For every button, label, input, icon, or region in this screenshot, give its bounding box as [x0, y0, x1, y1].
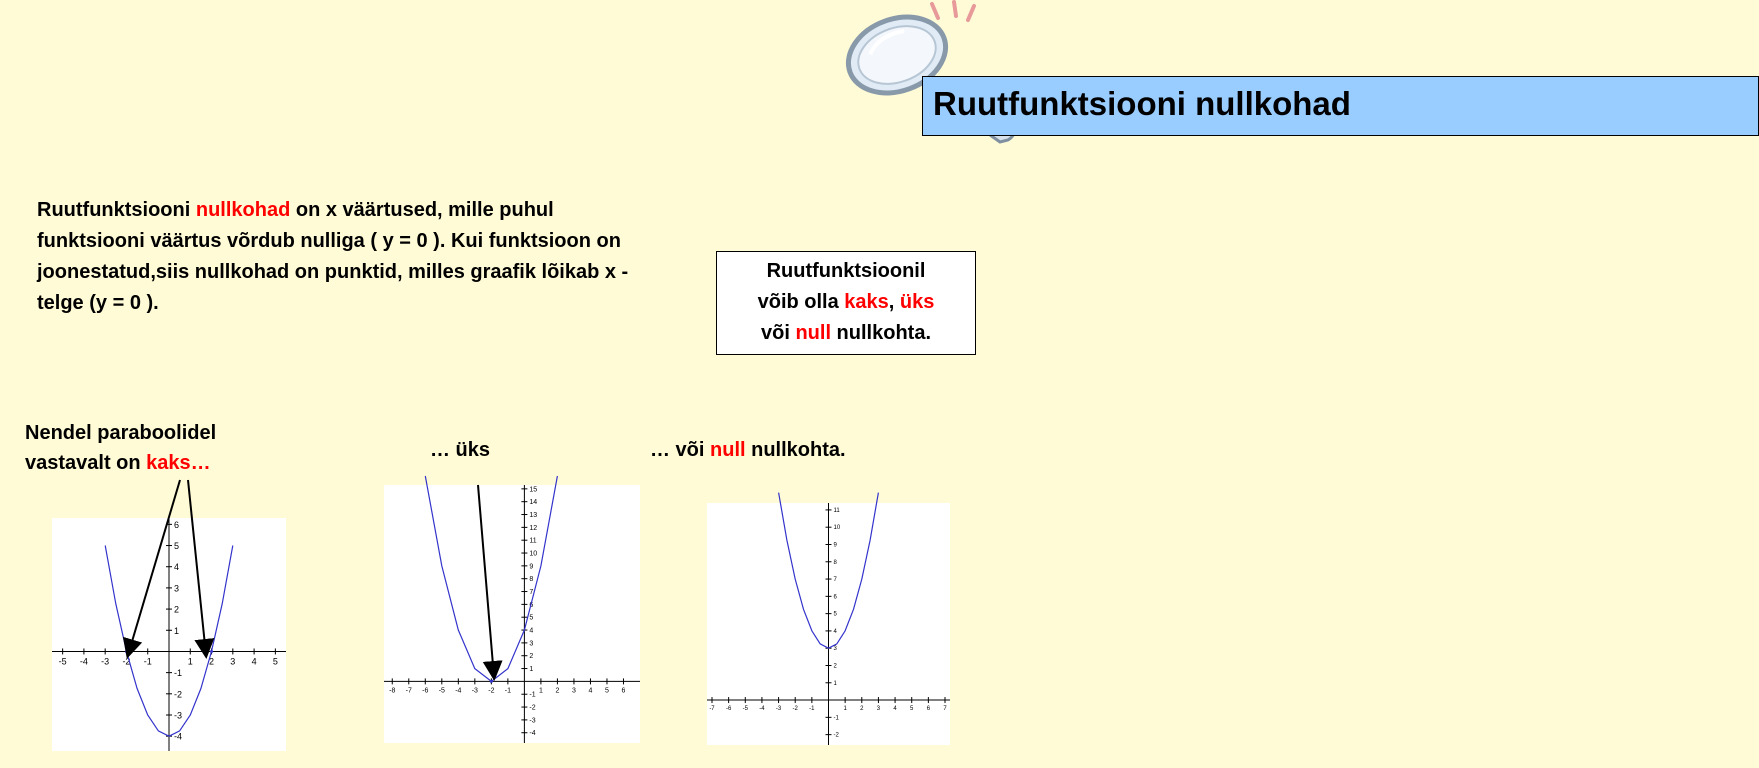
y-tick-label: -1: [833, 715, 839, 722]
y-tick-label: 5: [833, 611, 837, 618]
x-tick-label: -3: [471, 687, 478, 695]
x-tick-label: 3: [571, 687, 576, 695]
x-tick-label: 2: [555, 687, 560, 695]
slide-title: Ruutfunktsiooni nullkohad: [933, 85, 1351, 122]
y-tick-label: 6: [529, 601, 534, 609]
label-two-text: vastavalt on: [25, 452, 147, 474]
x-tick-label: 1: [187, 656, 193, 667]
label-one-zero: … üks: [430, 439, 491, 461]
x-tick-label: 6: [621, 687, 626, 695]
x-tick-label: 2: [860, 706, 864, 713]
x-tick-label: 1: [843, 706, 847, 713]
x-tick-label: 3: [876, 706, 881, 713]
y-tick-label: -2: [529, 704, 536, 712]
side-null: null: [795, 322, 831, 344]
side-comma: ,: [888, 291, 900, 313]
y-tick-label: -1: [174, 668, 183, 679]
y-tick-label: 8: [529, 576, 534, 584]
y-tick-label: 3: [833, 646, 837, 653]
y-tick-label: 12: [529, 524, 538, 532]
side-line-3a: või: [761, 322, 796, 344]
definition-text-2: on x väärtused, mille puhul funktsiooni väärtus võrdub nulliga ( y = 0 ).: [37, 199, 554, 252]
y-tick-label: 2: [529, 653, 534, 661]
label-two-line-1: Nendel paraboolidel: [25, 422, 217, 444]
definition-text-1: Ruutfunktsiooni: [37, 199, 196, 221]
side-kaks: kaks: [844, 291, 889, 313]
x-tick-label: -7: [405, 687, 412, 695]
arrow-to-left-zero: [128, 480, 180, 655]
y-tick-label: 7: [529, 589, 534, 597]
label-zero-text-b: nullkohta.: [745, 439, 846, 461]
side-uks: üks: [899, 291, 935, 313]
y-tick-label: 13: [529, 512, 538, 520]
y-tick-label: 3: [174, 583, 180, 594]
y-tick-label: 1: [174, 625, 180, 636]
side-line-3b: nullkohta.: [831, 322, 931, 344]
x-tick-label: -5: [58, 656, 67, 667]
arrow-to-right-zero: [188, 480, 206, 655]
y-tick-label: 6: [833, 594, 837, 601]
y-tick-label: 10: [529, 550, 538, 558]
y-tick-label: 5: [529, 614, 534, 622]
x-tick-label: -7: [709, 706, 715, 713]
x-tick-label: 2: [209, 656, 215, 667]
y-tick-label: 11: [833, 507, 840, 514]
x-tick-label: 5: [272, 656, 278, 667]
x-tick-label: -1: [504, 687, 511, 695]
label-zero-text-a: … või: [650, 439, 711, 461]
x-tick-label: -3: [775, 706, 782, 713]
y-tick-label: -1: [529, 691, 536, 699]
x-tick-label: 4: [251, 656, 257, 667]
y-tick-label: 7: [833, 577, 837, 584]
x-tick-label: -4: [79, 656, 88, 667]
y-tick-label: 11: [529, 537, 537, 545]
x-tick-label: 5: [910, 706, 914, 713]
x-tick-label: 1: [538, 687, 543, 695]
definition-text-3: Kui funktsioon on joonestatud,siis nullkohad on punktid, milles graafik lõikab x -telge (y = 0 ).: [37, 230, 629, 314]
y-tick-label: 9: [529, 563, 534, 571]
y-tick-label: 4: [174, 562, 180, 573]
x-tick-label: -2: [792, 706, 798, 713]
x-tick-label: 3: [230, 656, 236, 667]
y-tick-label: 8: [833, 559, 837, 566]
y-tick-label: -4: [529, 730, 536, 738]
y-tick-label: 14: [529, 499, 538, 507]
slide-title-box: [922, 76, 1759, 136]
y-tick-label: -2: [174, 689, 183, 700]
y-tick-label: -4: [174, 731, 183, 742]
y-tick-label: 6: [174, 519, 180, 530]
x-tick-label: -1: [143, 656, 152, 667]
x-tick-label: 7: [943, 706, 947, 713]
x-tick-label: -1: [809, 706, 815, 713]
y-tick-label: 5: [174, 541, 180, 552]
x-tick-label: -2: [122, 656, 131, 667]
x-tick-label: 4: [588, 687, 593, 695]
arrow-to-vertex: [478, 485, 494, 677]
x-tick-label: -6: [725, 706, 732, 713]
x-tick-label: -4: [759, 706, 765, 713]
y-tick-label: 4: [833, 628, 837, 635]
label-zero-red: null: [710, 439, 746, 461]
y-tick-label: -3: [174, 710, 183, 721]
y-tick-label: -3: [529, 717, 536, 725]
definition-nullkohad: nullkohad: [195, 199, 291, 221]
x-tick-label: -6: [422, 687, 429, 695]
x-tick-label: 5: [605, 687, 609, 695]
x-tick-label: -5: [742, 706, 748, 713]
side-line-1: Ruutfunktsioonil: [766, 260, 926, 282]
x-tick-label: -2: [488, 687, 495, 695]
y-tick-label: -2: [833, 732, 839, 739]
y-tick-label: 15: [529, 486, 538, 494]
x-tick-label: -8: [389, 687, 396, 695]
x-tick-label: -4: [455, 687, 462, 695]
side-line-2-text: võib olla: [757, 291, 845, 313]
y-tick-label: 2: [174, 604, 180, 615]
label-two-red: kaks…: [146, 452, 211, 474]
y-tick-label: 2: [833, 663, 837, 670]
y-tick-label: 9: [833, 542, 837, 549]
x-tick-label: 4: [893, 706, 897, 713]
x-tick-label: -3: [101, 656, 110, 667]
x-tick-label: -5: [438, 687, 445, 695]
y-tick-label: 4: [529, 627, 534, 635]
y-tick-label: 1: [529, 666, 534, 674]
y-tick-label: 10: [833, 525, 841, 532]
y-tick-label: 3: [529, 640, 534, 648]
y-tick-label: 1: [833, 680, 837, 687]
x-tick-label: 6: [926, 706, 931, 713]
